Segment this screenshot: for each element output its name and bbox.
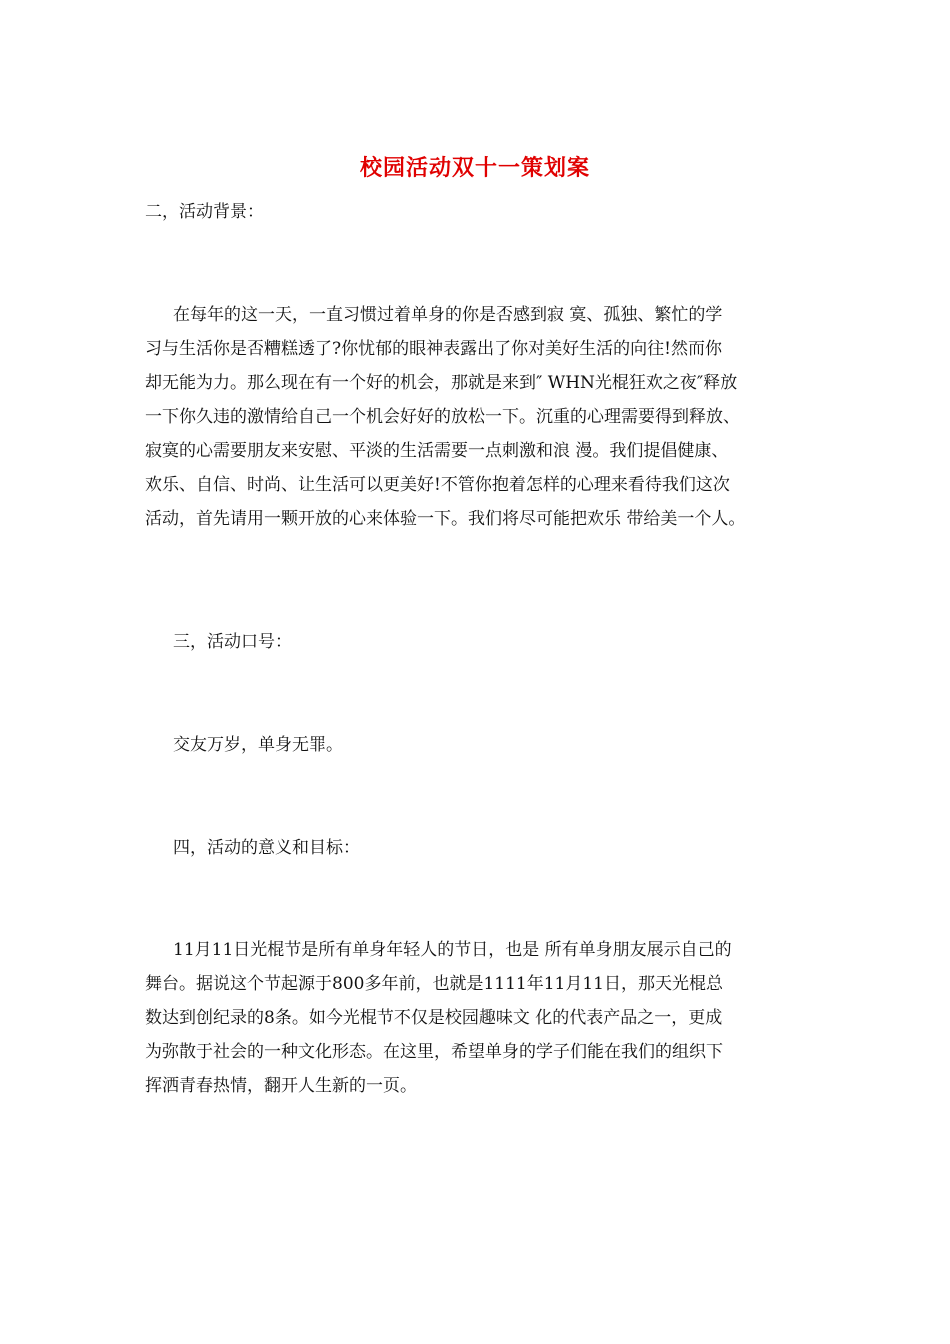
- document-title: 校园活动双十一策划案: [359, 155, 590, 181]
- section-heading-significance: 四，活动的意义和目标：: [173, 838, 360, 858]
- section-heading-slogan: 三，活动口号：: [173, 632, 292, 652]
- paragraph-line: 为弥散于社会的一种文化形态。在这里，希望单身的学子们能在我们的组织下: [145, 1042, 723, 1062]
- paragraph-line: 欢乐、自信、时尚、让生活可以更美好!不管你抱着怎样的心理来看待我们这次: [145, 475, 730, 495]
- paragraph-line: 挥洒青春热情，翻开人生新的一页。: [145, 1076, 417, 1096]
- paragraph-slogan: [145, 728, 825, 762]
- paragraph-line: 在每年的这一天，一直习惯过着单身的你是否感到寂 寞、孤独、繁忙的学: [173, 305, 723, 325]
- paragraph-line: 舞台。据说这个节起源于800多年前，也就是1111年11月11日，那天光棍总: [145, 974, 723, 994]
- paragraph-background: [145, 298, 825, 536]
- paragraph-line: 活动，首先请用一颗开放的心来体验一下。我们将尽可能把欢乐 带给美一个人。: [145, 509, 746, 529]
- paragraph-line: 习与生活你是否糟糕透了?你忧郁的眼神表露出了你对美好生活的向往!然而你: [145, 339, 722, 359]
- paragraph-line: 11月11日光棍节是所有单身年轻人的节日，也是 所有单身朋友展示自己的: [173, 940, 732, 960]
- paragraph-line: 寂寞的心需要朋友来安慰、平淡的生活需要一点刺激和浪 漫。我们提倡健康、: [145, 441, 729, 461]
- paragraph-line: 却无能为力。那么现在有一个好的机会，那就是来到″ WHN光棍狂欢之夜″释放: [145, 373, 738, 393]
- paragraph-line: 数达到创纪录的8条。如今光棍节不仅是校园趣味文 化的代表产品之一，更成: [145, 1008, 723, 1028]
- section-heading-background: 二，活动背景：: [145, 202, 264, 222]
- paragraph-line: 一下你久违的激情给自己一个机会好好的放松一下。沉重的心理需要得到释放、: [145, 407, 740, 427]
- paragraph-line: 交友万岁，单身无罪。: [173, 735, 343, 755]
- paragraph-significance: [145, 933, 825, 1103]
